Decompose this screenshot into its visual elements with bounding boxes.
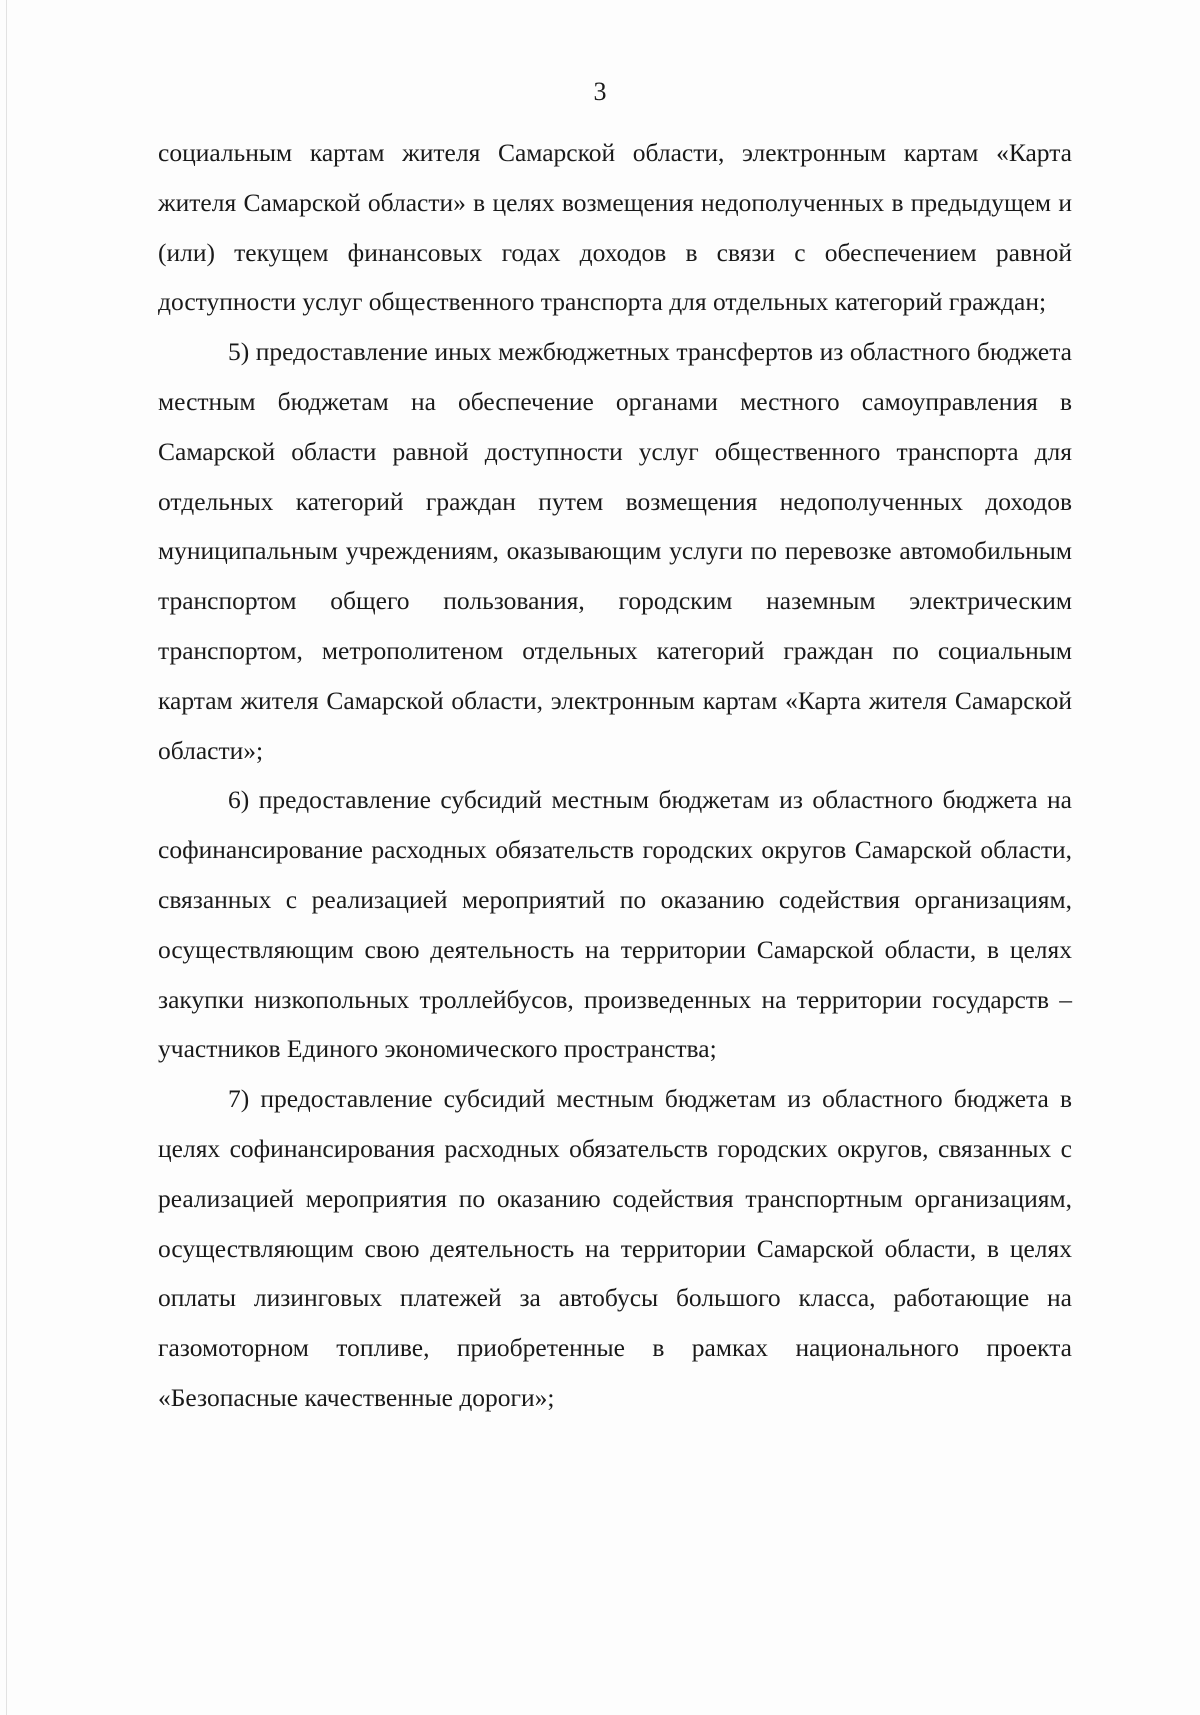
page-number: 3 bbox=[593, 77, 607, 106]
paragraph-item-7: 7) предоставление субсидий местным бюджетам из областного бюджета в целях софинансирования расходных обязательств городских округов, связанных с реализацией мероприятия по оказанию содействия транспортным организациям, осуществляющим свою деятельность на территории Самарской области, в целях оплаты лизинговых платежей за автобусы большого класса, работающие на газомоторном топливе, приобретенные в рамках национального проекта «Безопасные качественные дороги»; bbox=[158, 1084, 1072, 1412]
paragraph-item-5: 5) предоставление иных межбюджетных трансфертов из областного бюджета местным бюджетам на обеспечение органами местного самоуправления в Самарской области равной доступности услуг общественного транспорта для отдельных категорий граждан путем возмещения недополученных доходов муниципальным учреждениям, оказывающим услуги по перевозке автомобильным транспортом общего пользования, городским наземным электрическим транспортом, метрополитеном отдельных категорий граждан по социальным картам жителя Самарской области, электронным картам «Карта жителя Самарской области»; bbox=[158, 337, 1072, 765]
paragraph-item-6: 6) предоставление субсидий местным бюджетам из областного бюджета на софинансирование расходных обязательств городских округов Самарской области, связанных с реализацией мероприятий по оказанию содействия организациям, осуществляющим свою деятельность на территории Самарской области, в целях закупки низкопольных троллейбусов, произведенных на территории государств – участников Единого экономического пространства; bbox=[158, 785, 1072, 1064]
scan-edge-line bbox=[6, 0, 7, 1715]
paragraph-continuation: социальным картам жителя Самарской области, электронным картам «Карта жителя Самарской области» в целях возмещения недополученных в предыдущем и (или) текущем финансовых годах доходов в связи с обеспечением равной доступности услуг общественного транспорта для отдельных категорий граждан; bbox=[158, 138, 1072, 317]
document-body bbox=[158, 128, 1072, 1423]
